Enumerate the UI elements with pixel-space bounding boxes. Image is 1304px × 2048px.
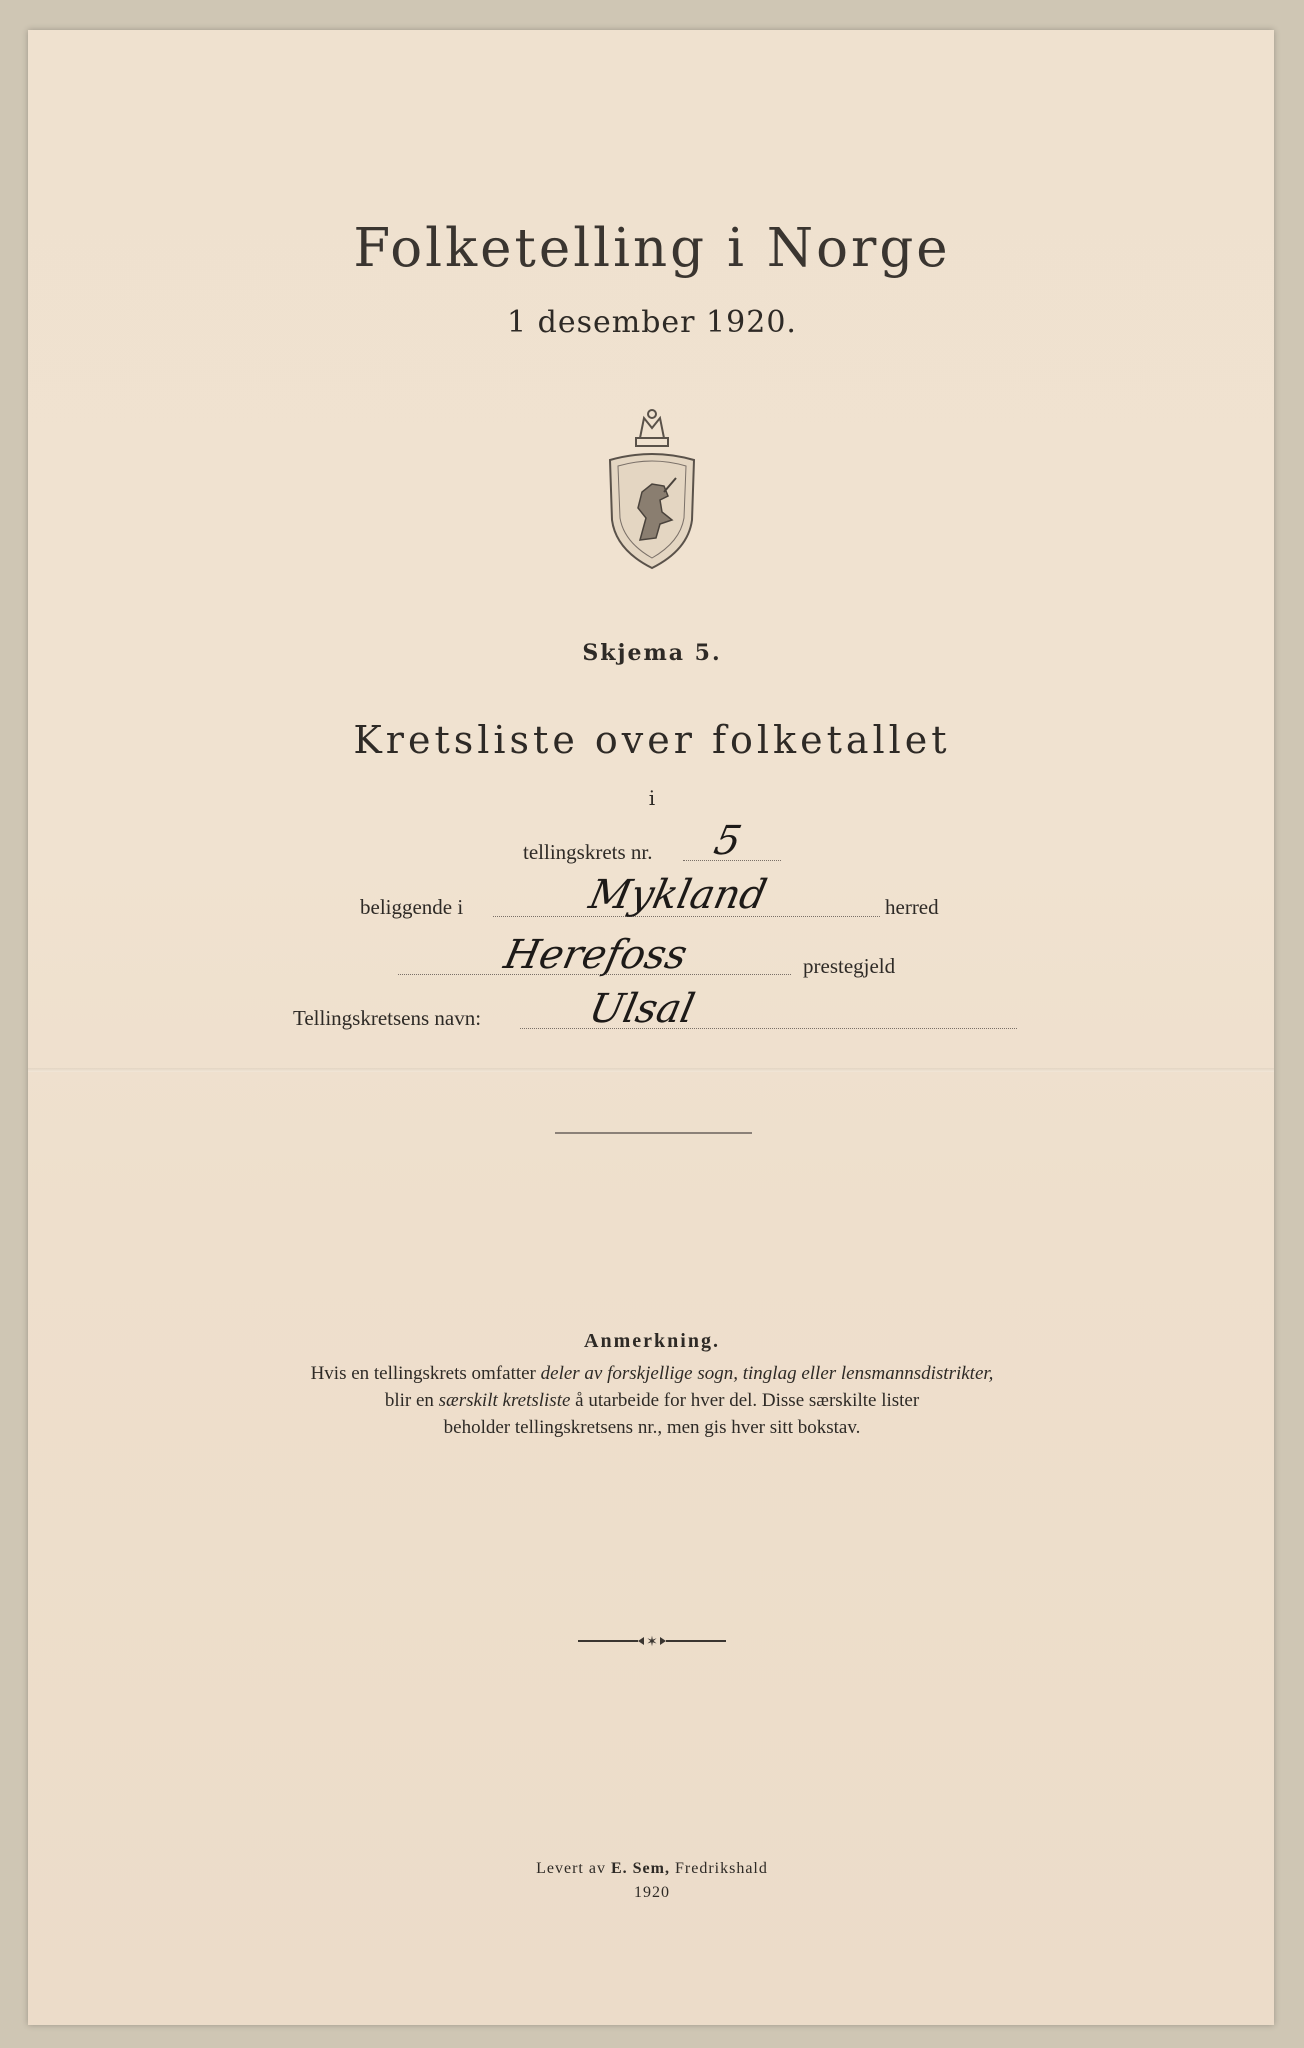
parish-value: Herefoss — [500, 932, 692, 978]
district-name-label: Tellingskretsens navn: — [293, 1006, 482, 1030]
page-title: Folketelling i Norge — [353, 218, 951, 279]
coat-of-arms-icon — [602, 400, 702, 570]
preposition-label: i — [648, 786, 656, 810]
note-text: blir en — [384, 1390, 439, 1411]
printer-name: E. Sem, — [610, 1860, 670, 1877]
note-line-3: beholder tellingskretsens nr., men gis hver sitt bokstav. — [443, 1417, 861, 1438]
note-text: Hvis en tellingskrets omfatter — [310, 1363, 541, 1384]
note-heading: Anmerkning. — [584, 1330, 720, 1352]
census-date: 1 desember 1920. — [507, 305, 797, 340]
note-line-1 — [0, 1360, 1304, 1387]
municipality-value: Mykland — [585, 872, 771, 918]
parish-label: prestegjeld — [803, 954, 896, 978]
divider — [555, 1132, 752, 1134]
note-emphasis: deler av forskjellige sogn, tinglag eller lensmannsdistrikter, — [540, 1363, 994, 1384]
svg-text:✶: ✶ — [646, 1634, 658, 1648]
ornament-divider-icon — [578, 1634, 726, 1648]
print-year: 1920 — [634, 1884, 670, 1901]
district-number-label: tellingskrets nr. — [523, 840, 653, 864]
printer-line — [0, 1860, 1304, 1878]
schema-number: Skjema 5. — [582, 640, 722, 666]
note-line-2 — [0, 1387, 1304, 1414]
printer-prefix: Levert av — [536, 1860, 606, 1877]
herred-label: herred — [885, 895, 939, 919]
located-label: beliggende i — [360, 895, 464, 919]
district-number-value: 5 — [710, 818, 746, 864]
page-fold — [28, 1068, 1274, 1072]
form-heading: Kretsliste over folketallet — [353, 718, 951, 762]
printer-city: Fredrikshald — [674, 1860, 768, 1877]
district-name-value: Ulsal — [585, 986, 699, 1032]
note-text: å utarbeide for hver del. Disse særskilte lister — [570, 1390, 920, 1411]
note-emphasis: særskilt kretsliste — [438, 1390, 571, 1411]
